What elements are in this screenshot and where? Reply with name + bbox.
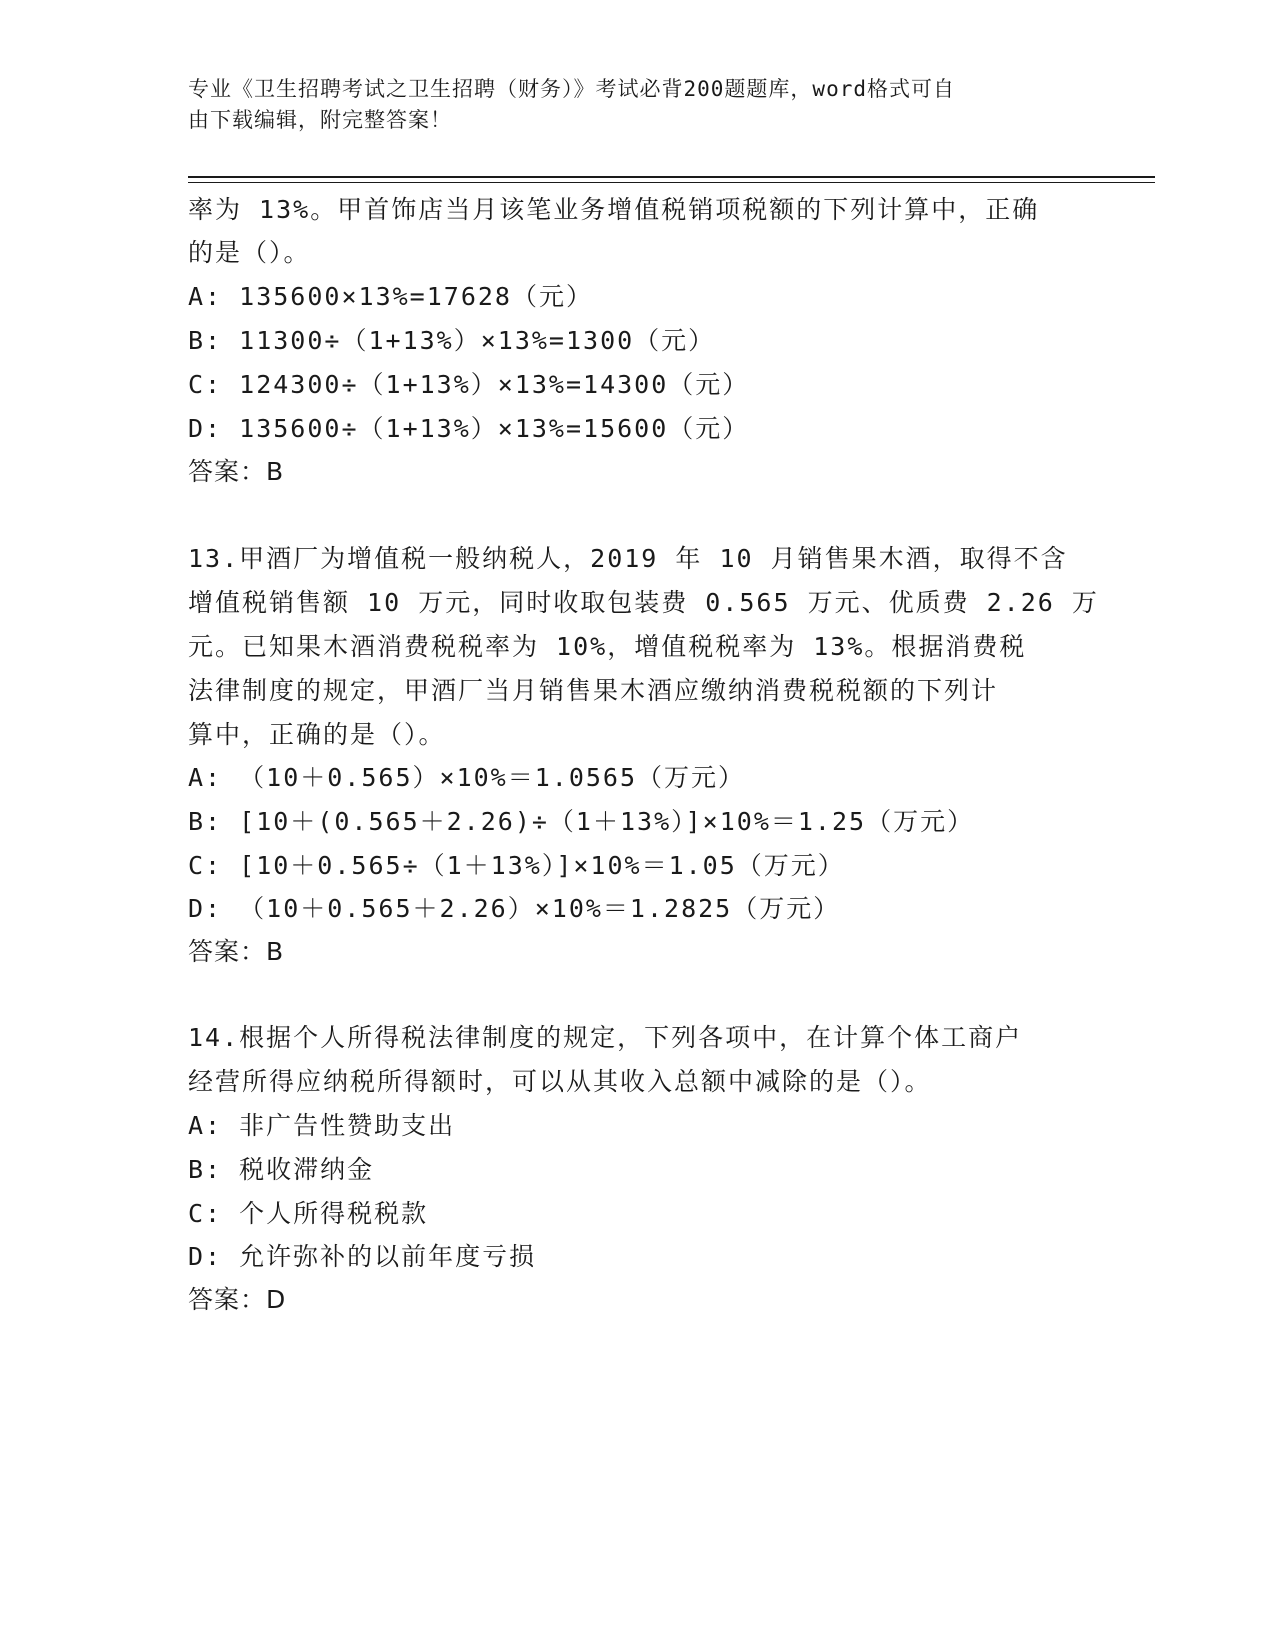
header-line-1: 专业《卫生招聘考试之卫生招聘（财务）》考试必背200题题库，word格式可自 <box>188 77 955 101</box>
q12-option-b: B: 11300÷（1+13%）×13%=1300（元） <box>188 326 716 355</box>
q13-option-d: D: （10＋0.565＋2.26）×10%＝1.2825（万元） <box>188 894 841 923</box>
q13-stem-line-2: 增值税销售额 10 万元，同时收取包装费 0.565 万元、优质费 2.26 万 <box>188 588 1099 617</box>
q13-option-c: C: [10＋0.565÷（1＋13%）]×10%＝1.05（万元） <box>188 851 845 880</box>
q12-stem-line-1: 率为 13%。甲首饰店当月该笔业务增值税销项税额的下列计算中，正确 <box>188 195 1040 224</box>
header-divider-thick <box>188 176 1155 178</box>
q13-option-a: A: （10＋0.565）×10%＝1.0565（万元） <box>188 763 746 792</box>
q14-answer: 答案：D <box>188 1285 287 1314</box>
q13-stem-line-3: 元。已知果木酒消费税税率为 10%，增值税税率为 13%。根据消费税 <box>188 632 1027 661</box>
q13-answer: 答案：B <box>188 937 285 966</box>
q13-stem-line-1: 13.甲酒厂为增值税一般纳税人，2019 年 10 月销售果木酒，取得不含 <box>188 544 1068 573</box>
q14-stem-line-1: 14.根据个人所得税法律制度的规定，下列各项中，在计算个体工商户 <box>188 1023 1023 1052</box>
header-line-2: 由下载编辑，附完整答案！ <box>188 108 452 132</box>
document-header <box>188 74 1068 136</box>
q12-option-d: D: 135600÷（1+13%）×13%=15600（元） <box>188 414 750 443</box>
q14-stem-line-2: 经营所得应纳税所得额时，可以从其收入总额中减除的是（）。 <box>188 1067 932 1096</box>
q12-stem-line-2: 的是（）。 <box>188 238 311 267</box>
q14-option-d: D: 允许弥补的以前年度亏损 <box>188 1242 537 1271</box>
q13-option-b: B: [10＋(0.565＋2.26)÷（1＋13%）]×10%＝1.25（万元） <box>188 807 975 836</box>
q14-option-a: A: 非广告性赞助支出 <box>188 1111 456 1140</box>
q13-stem-line-5: 算中，正确的是（）。 <box>188 720 446 749</box>
q12-answer: 答案：B <box>188 457 285 486</box>
q12-option-a: A: 135600×13%=17628（元） <box>188 282 593 311</box>
header-divider-thin <box>188 182 1155 183</box>
q13-stem-line-4: 法律制度的规定，甲酒厂当月销售果木酒应缴纳消费税税额的下列计 <box>188 676 999 705</box>
q12-option-c: C: 124300÷（1+13%）×13%=14300（元） <box>188 370 750 399</box>
q14-option-b: B: 税收滞纳金 <box>188 1155 375 1184</box>
q14-option-c: C: 个人所得税税款 <box>188 1199 429 1228</box>
